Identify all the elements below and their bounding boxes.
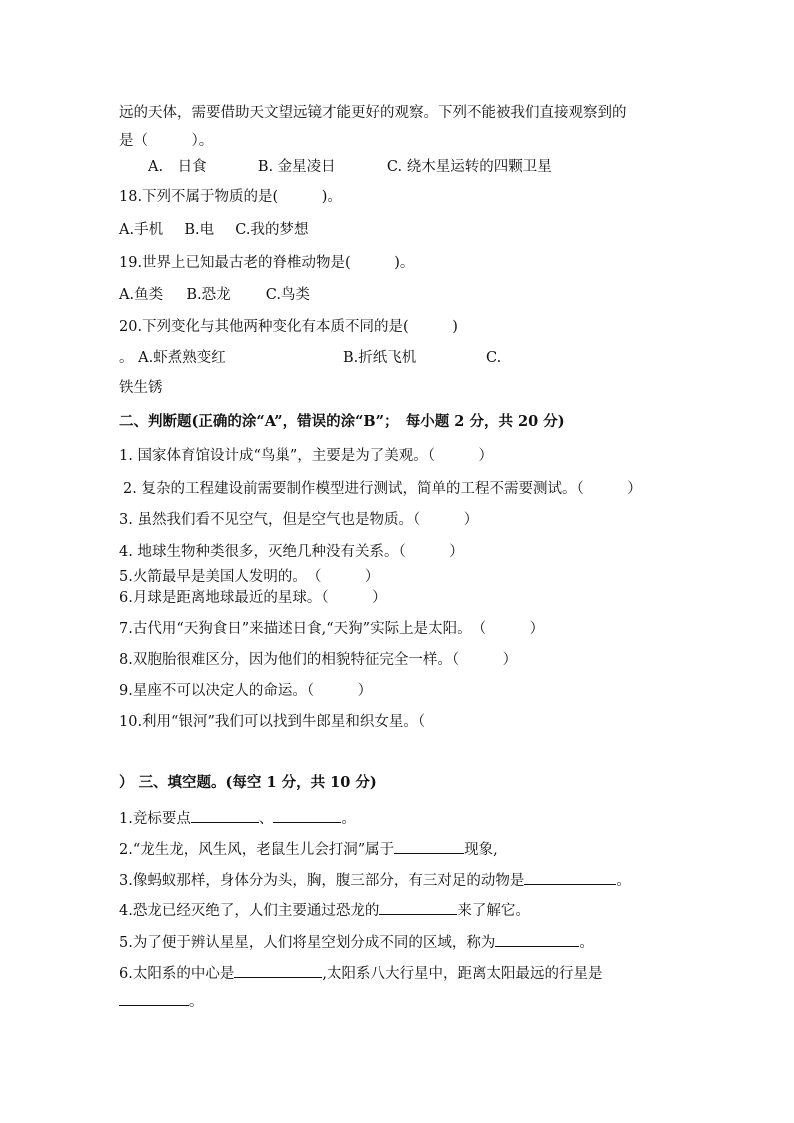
fill-q3-end: 。: [616, 873, 631, 889]
fill-q1-blank-2[interactable]: [273, 807, 341, 823]
q20-text: 20.下列变化与其他两种变化有本质不同的是( ): [119, 319, 458, 335]
fill-q1-text: 1.竞标要点: [119, 811, 191, 827]
tf-item-9: 9.星座不可以决定人的命运。（ ）: [119, 683, 373, 699]
fill-q1: [119, 807, 356, 829]
q18-text: 18.下列不属于物质的是( )。: [119, 189, 342, 205]
fill-q4-text: 4.恐龙已经灭绝了，人们主要通过恐龙的: [119, 903, 380, 919]
fill-q3: [119, 869, 631, 891]
fill-q5: [119, 931, 594, 953]
fill-q6-cont: [119, 990, 204, 1012]
fill-q5-end: 。: [579, 935, 594, 951]
fill-q2-text: 2.“龙生龙，风生风，老鼠生儿会打洞”属于: [119, 842, 395, 858]
q17-option-c: C. 绕木星运转的四颗卫星: [386, 159, 552, 175]
q19-option-c: C.鸟类: [265, 287, 310, 303]
fill-q6-blank-2[interactable]: [119, 990, 189, 1006]
section-2-heading: 二、判断题(正确的涂“A”，错误的涂“B”； 每小题 2 分，共 20 分): [119, 413, 565, 430]
q18-option-c: C.我的梦想: [235, 222, 309, 238]
q17-text-line1: 远的天体，需要借助天文望远镜才能更好的观察。下列不能被我们直接观察到的: [119, 105, 627, 121]
q17-option-b: B. 金星凌日: [257, 159, 336, 175]
fill-q2-end: 现象,: [464, 842, 498, 858]
q20-option-c-text: 铁生锈: [119, 380, 163, 396]
q19-options: [119, 285, 310, 305]
fill-q6-text-2: ,太阳系八大行星中，距离太阳最远的行星是: [322, 966, 603, 982]
tf-item-1: 1. 国家体育馆设计成“鸟巢”，主要是为了美观。（ ）: [119, 448, 494, 464]
q19-text: 19.世界上已知最古老的脊椎动物是( )。: [119, 255, 415, 271]
q18-options: [119, 220, 308, 240]
fill-q2: [119, 838, 498, 860]
fill-q1-blank-1[interactable]: [191, 807, 259, 823]
section-3-heading: 三、填空题。(每空 1 分，共 10 分): [138, 774, 377, 791]
q19-option-b: B.恐龙: [186, 287, 231, 303]
tf-item-5: 5.火箭最早是美国人发明的。 （ ）: [119, 569, 380, 585]
q20-option-a: 。 A.虾煮熟变红: [119, 350, 226, 366]
q20-option-c: C.: [486, 350, 502, 366]
tf-item-8: 8.双胞胎很难区分，因为他们的相貌特征完全一样。（ ）: [119, 652, 518, 668]
fill-q3-blank[interactable]: [524, 869, 616, 885]
q17-options: [148, 157, 552, 177]
fill-q6-blank-1[interactable]: [234, 962, 322, 978]
fill-q1-end: 。: [341, 811, 356, 827]
tf-item-2: 2. 复杂的工程建设前需要制作模型进行测试，简单的工程不需要测试。（ ）: [123, 481, 642, 497]
fill-q6-text: 6.太阳系的中心是: [119, 966, 235, 982]
tf-item-3: 3. 虽然我们看不见空气，但是空气也是物质。（ ）: [119, 512, 479, 528]
fill-q5-text: 5.为了便于辨认星星，人们将星空划分成不同的区域，称为: [119, 935, 496, 951]
fill-q6-end: 。: [189, 994, 204, 1010]
section-3-heading-prefix: ）: [119, 774, 134, 791]
fill-q4: [119, 899, 530, 921]
fill-q2-blank[interactable]: [394, 838, 464, 854]
q17-option-a: A. 日食: [148, 159, 207, 175]
fill-q6: [119, 962, 602, 984]
tf-item-4: 4. 地球生物种类很多，灭绝几种没有关系。（ ）: [119, 544, 464, 560]
q18-option-b: B.电: [184, 222, 215, 238]
section-3-heading-line: [119, 773, 377, 793]
tf-item-10: 10.利用“银河”我们可以找到牛郎星和织女星。（: [119, 714, 426, 730]
tf-item-6: 6.月球是距离地球最近的星球。（ ）: [119, 590, 387, 606]
tf-item-7: 7.古代用“天狗食日”来描述日食,“天狗”实际上是太阳。 （ ）: [119, 621, 545, 637]
q17-text-line2: 是（ ）。: [119, 133, 214, 149]
fill-q3-text: 3.像蚂蚁那样，身体分为头，胸，腹三部分，有三对足的动物是: [119, 873, 525, 889]
fill-q4-blank[interactable]: [379, 899, 457, 915]
q20-option-b: B.折纸飞机: [343, 350, 417, 366]
q19-option-a: A.鱼类: [119, 287, 164, 303]
fill-q4-end: 来了解它。: [457, 903, 530, 919]
q18-option-a: A.手机: [119, 222, 164, 238]
fill-q1-sep: 、: [258, 811, 274, 827]
fill-q5-blank[interactable]: [495, 931, 579, 947]
